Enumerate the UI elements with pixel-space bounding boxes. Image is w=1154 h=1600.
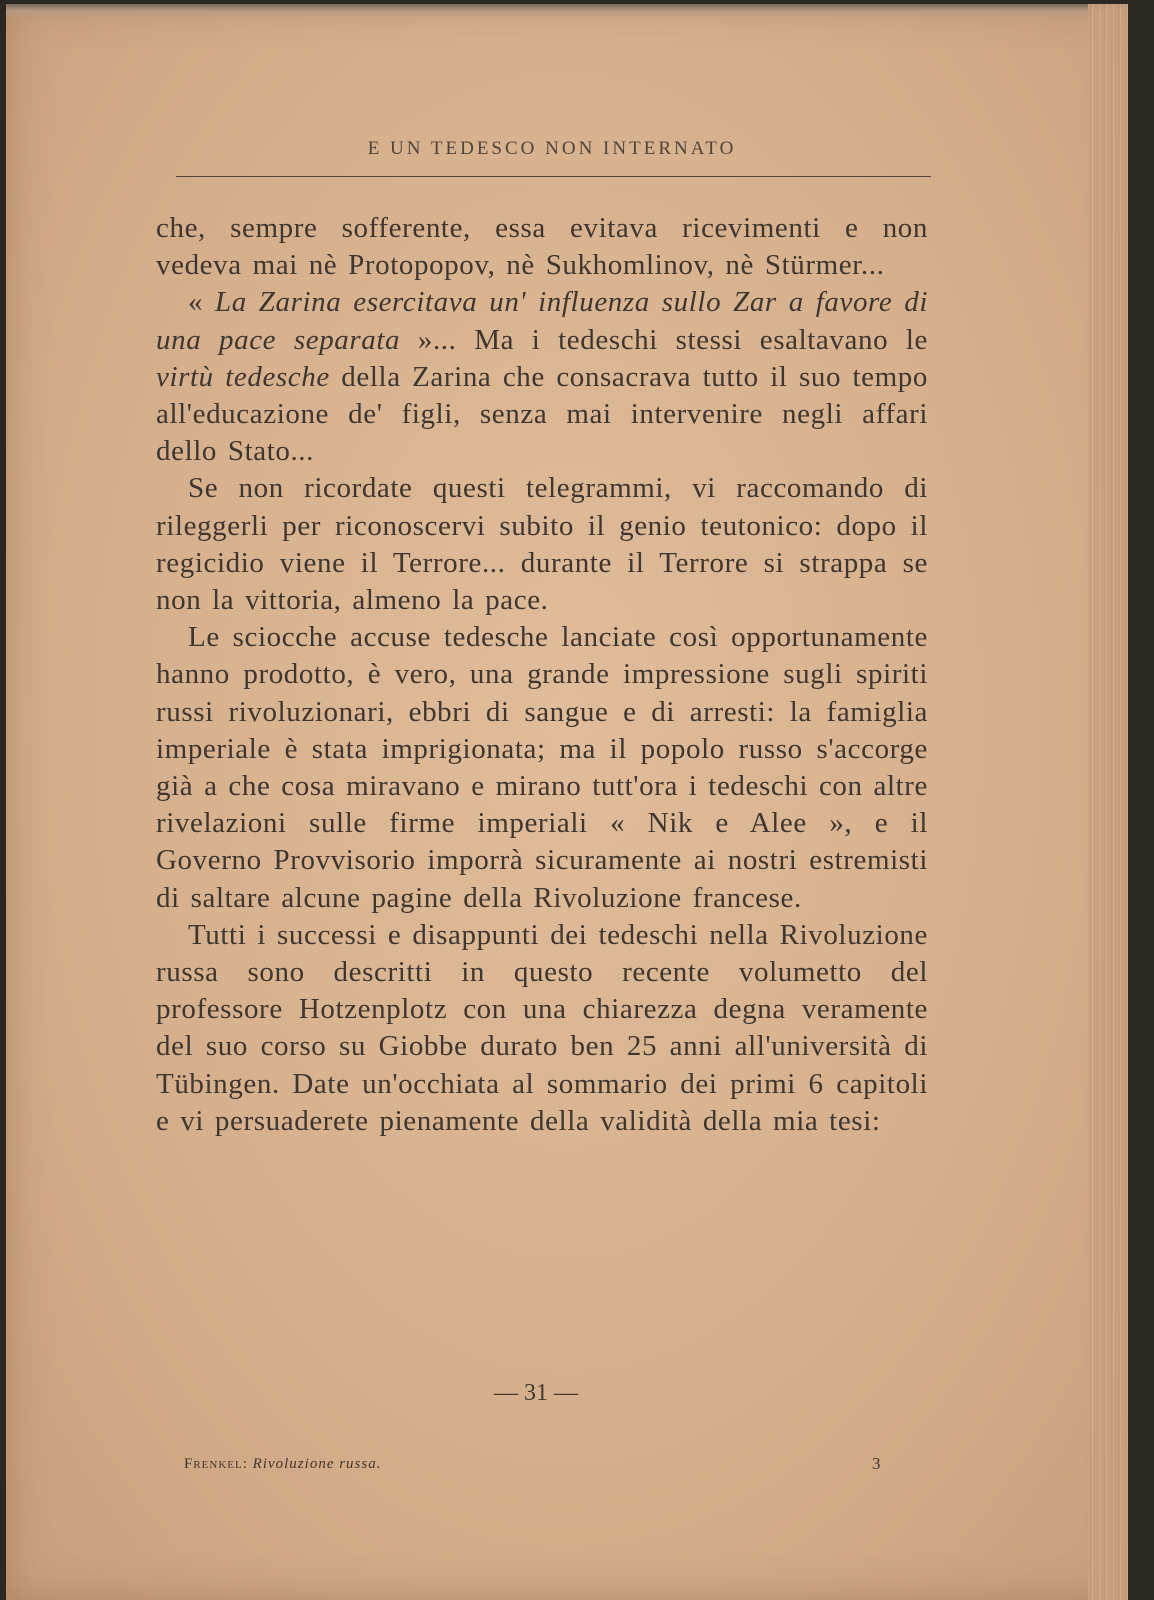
quote-open: « — [188, 286, 216, 319]
footer-author: Frenkel: — [184, 1456, 248, 1472]
paragraph-5: Tutti i successi e disappunti dei tedeschi nella Rivoluzione russa sono descritti in questo recente volumetto del professore Hotzenplotz con una chiarezza degna veramente del suo corso su Giobbe durato ben 25 anni all'università di Tübingen. Date un'occhiata al sommario dei primi 6 capitoli e vi persuaderete pienamente della validità della mia tesi: — [156, 918, 928, 1137]
page-number: — 31 — — [494, 1380, 578, 1406]
paragraph-2 — [156, 284, 928, 470]
paragraph-2-middle: »... Ma i tedeschi stessi esaltavano le — [400, 323, 928, 356]
footer-title: Rivoluzione russa. — [252, 1456, 382, 1472]
paragraph-3: Se non ricordate questi telegrammi, vi raccomando di rileggerli per riconoscervi subito il genio teutonico: dopo il regicidio viene il Terrore... durante il Terrore si strappa se non la vittoria, almeno la pace. — [156, 472, 928, 617]
paragraph-2-end: della Zarina che consacrava tutto il suo tempo all'educazione de' figli, senza mai intervenire negli affari dello Stato... — [156, 360, 928, 468]
italic-virtu-tedesche: virtù tedesche — [156, 360, 330, 393]
header-rule — [176, 176, 931, 177]
paragraph-4: Le sciocche accuse tedesche lanciate così opportunamente hanno prodotto, è vero, una grande impressione sugli spiriti russi rivoluzionari, ebbri di sangue e di arresti: la famiglia imperiale è stata imprigionata; ma il popolo russo s'accorge già a che cosa miravano e mirano tutt'ora i tedeschi con altre rivelazioni sulle firme imperiali « Nik e Alee », e il Governo Provvisorio imporrà sicuramente ai nostri estremisti di saltare alcune pagine della Rivoluzione francese. — [156, 621, 928, 914]
footer-signature-mark: 3 — [872, 1454, 881, 1473]
body-text — [156, 210, 928, 1140]
footer-signature-line — [184, 1456, 382, 1473]
page-top-edge — [6, 4, 1128, 18]
paragraph-1: che, sempre sofferente, essa evitava ricevimenti e non vedeva mai nè Protopopov, nè Sukhomlinov, nè Stürmer... — [156, 212, 928, 282]
book-page — [6, 4, 1128, 1600]
page-stack-edge — [1088, 4, 1128, 1600]
italic-quote: La Zarina esercitava un' influenza sullo Zar a favore di una pace separata — [156, 286, 928, 356]
running-head: E UN TEDESCO NON INTERNATO — [367, 138, 737, 159]
